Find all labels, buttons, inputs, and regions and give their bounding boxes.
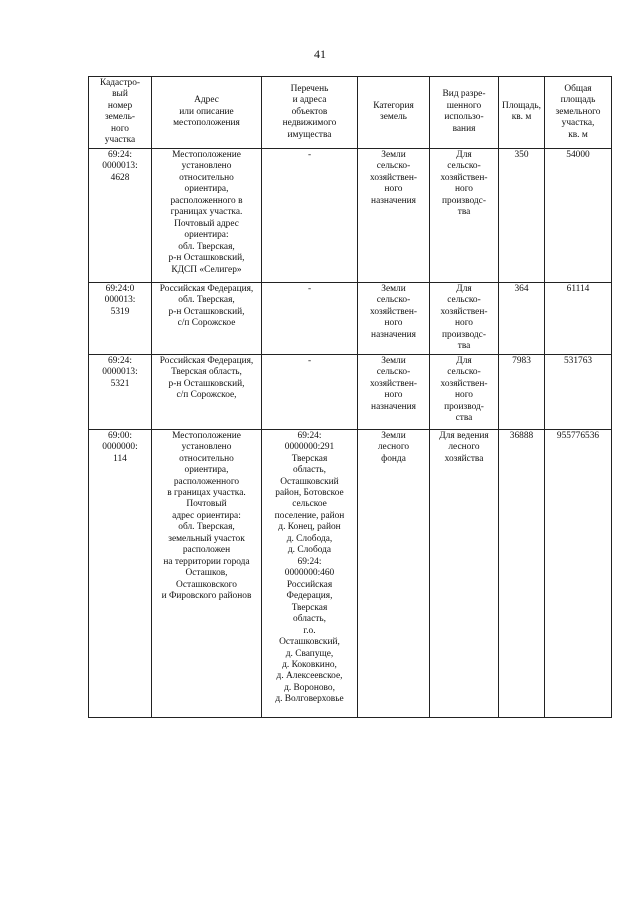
cell-usage: Для сельско- хозяйствен- ного производс- тва <box>430 148 499 282</box>
cell-usage: Для сельско- хозяйствен- ного производс- тва <box>430 282 499 354</box>
cell-objects: - <box>262 148 358 282</box>
header-address: Адрес или описание местоположения <box>152 77 262 149</box>
cell-area: 36888 <box>499 429 545 717</box>
cell-cadastral: 69:24: 0000013: 4628 <box>89 148 152 282</box>
header-land-category: Категория земель <box>358 77 430 149</box>
header-permitted-use: Вид разре- шенного использо- вания <box>430 77 499 149</box>
cell-category: Земли сельско- хозяйствен- ного назначения <box>358 148 430 282</box>
land-plots-table <box>88 76 612 718</box>
cell-usage: Для ведения лесного хозяйства <box>430 429 499 717</box>
cell-total-area: 61114 <box>545 282 612 354</box>
cell-cadastral: 69:24:0 000013: 5319 <box>89 282 152 354</box>
cell-cadastral: 69:24: 0000013: 5321 <box>89 354 152 429</box>
cell-area: 364 <box>499 282 545 354</box>
cell-category: Земли сельско- хозяйствен- ного назначения <box>358 354 430 429</box>
cell-address: Российская Федерация, Тверская область, р-н Осташковский, с/п Сорожское, <box>152 354 262 429</box>
cell-category: Земли лесного фонда <box>358 429 430 717</box>
table-row <box>89 429 612 717</box>
header-property-objects: Перечень и адреса объектов недвижимого имущества <box>262 77 358 149</box>
table-row <box>89 354 612 429</box>
cell-address: Российская Федерация, обл. Тверская, р-н Осташковский, с/п Сорожское <box>152 282 262 354</box>
cell-address: Местоположение установлено относительно ориентира, расположенного в границах участка. Почтовый адрес ориентира: обл. Тверская, земельный участок расположен на территории города Осташков, Осташковского и Фировского районов <box>152 429 262 717</box>
header-area: Площадь, кв. м <box>499 77 545 149</box>
cell-cadastral: 69:00: 0000000: 114 <box>89 429 152 717</box>
cell-area: 7983 <box>499 354 545 429</box>
cell-address: Местоположение установлено относительно ориентира, расположенного в границах участка. Почтовый адрес ориентира: обл. Тверская, р-н Осташковский, КДСП «Селигер» <box>152 148 262 282</box>
header-total-area: Общая площадь земельного участка, кв. м <box>545 77 612 149</box>
cell-objects: - <box>262 282 358 354</box>
cell-total-area: 955776536 <box>545 429 612 717</box>
page-number: 41 <box>314 47 326 61</box>
cell-objects: 69:24: 0000000:291 Тверская область, Осташковский район, Ботовское сельское поселение, район д. Конец, район д. Слобода, д. Слобода 69:24: 0000000:460 Российская Федерация, Тверская область, г.о. Осташковский, д. Свапуще, д. Коковкино, д. Алексеевское, д. Вороново, д. Волговерховье <box>262 429 358 717</box>
cell-area: 350 <box>499 148 545 282</box>
table-header-row <box>89 77 612 149</box>
table-row <box>89 282 612 354</box>
cell-total-area: 531763 <box>545 354 612 429</box>
cell-objects: - <box>262 354 358 429</box>
cell-usage: Для сельско- хозяйствен- ного производ- ства <box>430 354 499 429</box>
table-row <box>89 148 612 282</box>
cell-total-area: 54000 <box>545 148 612 282</box>
cell-category: Земли сельско- хозяйствен- ного назначения <box>358 282 430 354</box>
header-cadastral-number: Кадастро- вый номер земель- ного участка <box>89 77 152 149</box>
